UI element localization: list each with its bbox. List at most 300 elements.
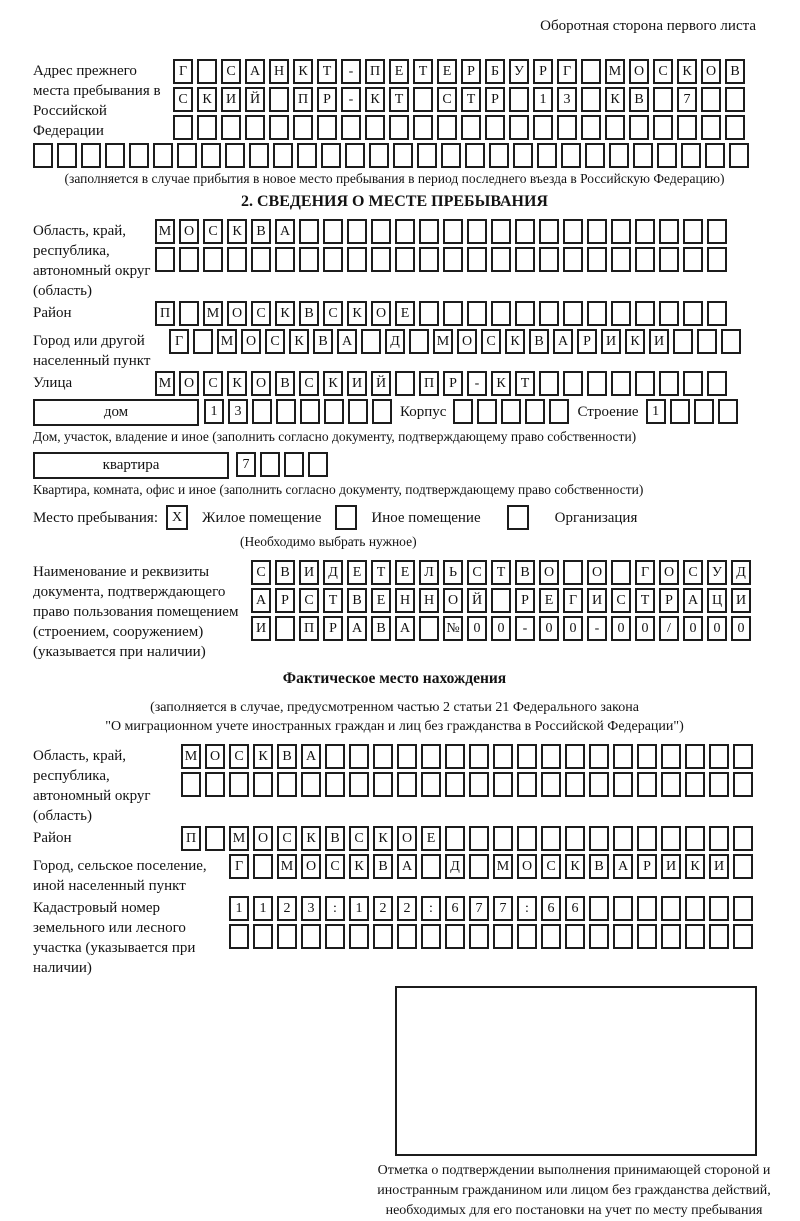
char-cell[interactable]: О — [253, 826, 273, 851]
char-cell[interactable]: О — [701, 59, 721, 84]
char-cell[interactable]: 0 — [635, 616, 655, 641]
char-cell[interactable] — [549, 399, 569, 424]
kvartira-field[interactable]: квартира — [33, 452, 229, 479]
char-cell[interactable] — [201, 143, 221, 168]
char-cell[interactable] — [581, 115, 601, 140]
char-cell[interactable] — [467, 301, 487, 326]
char-cell[interactable] — [661, 924, 681, 949]
char-cell[interactable]: О — [659, 560, 679, 585]
char-cell[interactable] — [489, 143, 509, 168]
char-cell[interactable]: П — [419, 371, 439, 396]
char-cell[interactable]: О — [301, 854, 321, 879]
char-cell[interactable] — [563, 247, 583, 272]
dom-field[interactable]: дом — [33, 399, 199, 426]
char-cell[interactable] — [513, 143, 533, 168]
char-cell[interactable] — [733, 744, 753, 769]
char-cell[interactable]: 0 — [707, 616, 727, 641]
char-cell[interactable]: В — [251, 219, 271, 244]
char-cell[interactable]: В — [277, 744, 297, 769]
char-cell[interactable]: Л — [419, 560, 439, 585]
char-cell[interactable]: / — [659, 616, 679, 641]
char-cell[interactable] — [491, 588, 511, 613]
char-cell[interactable] — [225, 143, 245, 168]
char-cell[interactable]: Е — [395, 560, 415, 585]
char-cell[interactable]: С — [349, 826, 369, 851]
char-cell[interactable] — [421, 854, 441, 879]
char-cell[interactable]: Е — [347, 560, 367, 585]
char-cell[interactable] — [453, 399, 473, 424]
char-cell[interactable] — [493, 772, 513, 797]
char-cell[interactable]: К — [565, 854, 585, 879]
char-cell[interactable]: Д — [445, 854, 465, 879]
char-cell[interactable]: 3 — [228, 399, 248, 424]
char-cell[interactable] — [587, 371, 607, 396]
char-cell[interactable]: 3 — [301, 896, 321, 921]
char-cell[interactable] — [541, 772, 561, 797]
char-cell[interactable]: В — [347, 588, 367, 613]
char-cell[interactable] — [397, 924, 417, 949]
char-cell[interactable] — [297, 143, 317, 168]
char-cell[interactable] — [565, 744, 585, 769]
char-cell[interactable] — [293, 115, 313, 140]
char-cell[interactable]: П — [181, 826, 201, 851]
char-cell[interactable] — [705, 143, 725, 168]
char-cell[interactable] — [413, 87, 433, 112]
char-cell[interactable] — [205, 826, 225, 851]
char-cell[interactable]: С — [265, 329, 285, 354]
char-cell[interactable] — [284, 452, 304, 477]
char-cell[interactable]: О — [227, 301, 247, 326]
char-cell[interactable] — [485, 115, 505, 140]
char-cell[interactable] — [371, 219, 391, 244]
char-cell[interactable] — [637, 772, 657, 797]
char-cell[interactable] — [365, 115, 385, 140]
char-cell[interactable] — [707, 247, 727, 272]
char-cell[interactable] — [301, 772, 321, 797]
char-cell[interactable]: М — [181, 744, 201, 769]
char-cell[interactable] — [324, 399, 344, 424]
char-cell[interactable]: О — [629, 59, 649, 84]
char-cell[interactable] — [533, 115, 553, 140]
char-cell[interactable] — [299, 219, 319, 244]
char-cell[interactable] — [517, 772, 537, 797]
char-cell[interactable]: К — [227, 371, 247, 396]
char-cell[interactable]: С — [299, 371, 319, 396]
char-cell[interactable]: - — [467, 371, 487, 396]
char-cell[interactable]: 1 — [229, 896, 249, 921]
char-cell[interactable] — [419, 616, 439, 641]
char-cell[interactable]: С — [251, 301, 271, 326]
char-cell[interactable]: 0 — [467, 616, 487, 641]
char-cell[interactable] — [509, 115, 529, 140]
char-cell[interactable]: Н — [419, 588, 439, 613]
char-cell[interactable]: И — [731, 588, 751, 613]
char-cell[interactable] — [611, 247, 631, 272]
char-cell[interactable]: У — [707, 560, 727, 585]
char-cell[interactable]: О — [179, 371, 199, 396]
char-cell[interactable]: В — [515, 560, 535, 585]
char-cell[interactable]: А — [683, 588, 703, 613]
char-cell[interactable]: А — [395, 616, 415, 641]
char-cell[interactable] — [253, 924, 273, 949]
char-cell[interactable] — [537, 143, 557, 168]
char-cell[interactable] — [517, 924, 537, 949]
char-cell[interactable] — [347, 247, 367, 272]
char-cell[interactable]: О — [179, 219, 199, 244]
char-cell[interactable]: П — [365, 59, 385, 84]
char-cell[interactable] — [493, 924, 513, 949]
char-cell[interactable]: Д — [385, 329, 405, 354]
char-cell[interactable] — [437, 115, 457, 140]
char-cell[interactable]: К — [505, 329, 525, 354]
char-cell[interactable] — [469, 924, 489, 949]
char-cell[interactable] — [445, 772, 465, 797]
char-cell[interactable]: О — [251, 371, 271, 396]
char-cell[interactable] — [733, 772, 753, 797]
char-cell[interactable] — [300, 399, 320, 424]
char-cell[interactable] — [629, 115, 649, 140]
char-cell[interactable] — [587, 301, 607, 326]
char-cell[interactable] — [661, 772, 681, 797]
char-cell[interactable] — [707, 371, 727, 396]
char-cell[interactable]: Й — [467, 588, 487, 613]
char-cell[interactable]: С — [221, 59, 241, 84]
char-cell[interactable]: С — [251, 560, 271, 585]
char-cell[interactable]: : — [325, 896, 345, 921]
char-cell[interactable] — [419, 247, 439, 272]
char-cell[interactable] — [341, 115, 361, 140]
char-cell[interactable] — [249, 143, 269, 168]
char-cell[interactable] — [371, 247, 391, 272]
char-cell[interactable] — [153, 143, 173, 168]
char-cell[interactable]: М — [605, 59, 625, 84]
char-cell[interactable]: С — [325, 854, 345, 879]
char-cell[interactable] — [469, 826, 489, 851]
char-cell[interactable] — [515, 247, 535, 272]
char-cell[interactable]: - — [515, 616, 535, 641]
char-cell[interactable]: К — [349, 854, 369, 879]
char-cell[interactable]: 7 — [493, 896, 513, 921]
char-cell[interactable] — [541, 924, 561, 949]
char-cell[interactable]: 7 — [469, 896, 489, 921]
char-cell[interactable]: А — [251, 588, 271, 613]
char-cell[interactable]: И — [601, 329, 621, 354]
char-cell[interactable] — [323, 219, 343, 244]
char-cell[interactable] — [677, 115, 697, 140]
char-cell[interactable]: Н — [269, 59, 289, 84]
char-cell[interactable] — [179, 301, 199, 326]
char-cell[interactable]: А — [275, 219, 295, 244]
char-cell[interactable]: С — [653, 59, 673, 84]
char-cell[interactable]: С — [323, 301, 343, 326]
char-cell[interactable]: 6 — [565, 896, 585, 921]
char-cell[interactable]: С — [203, 371, 223, 396]
char-cell[interactable] — [445, 924, 465, 949]
char-cell[interactable] — [683, 371, 703, 396]
char-cell[interactable]: П — [293, 87, 313, 112]
char-cell[interactable] — [707, 301, 727, 326]
char-cell[interactable] — [541, 744, 561, 769]
char-cell[interactable]: - — [587, 616, 607, 641]
char-cell[interactable] — [635, 247, 655, 272]
char-cell[interactable] — [229, 924, 249, 949]
char-cell[interactable]: О — [587, 560, 607, 585]
char-cell[interactable] — [709, 772, 729, 797]
char-cell[interactable] — [397, 744, 417, 769]
char-cell[interactable]: М — [155, 371, 175, 396]
char-cell[interactable] — [421, 744, 441, 769]
char-cell[interactable] — [389, 115, 409, 140]
char-cell[interactable] — [659, 219, 679, 244]
char-cell[interactable] — [348, 399, 368, 424]
char-cell[interactable] — [635, 371, 655, 396]
char-cell[interactable] — [587, 219, 607, 244]
char-cell[interactable]: 1 — [646, 399, 666, 424]
char-cell[interactable] — [205, 772, 225, 797]
char-cell[interactable] — [129, 143, 149, 168]
char-cell[interactable] — [469, 744, 489, 769]
char-cell[interactable] — [275, 616, 295, 641]
char-cell[interactable]: : — [421, 896, 441, 921]
char-cell[interactable]: В — [373, 854, 393, 879]
char-cell[interactable] — [613, 896, 633, 921]
char-cell[interactable] — [635, 219, 655, 244]
char-cell[interactable]: П — [299, 616, 319, 641]
char-cell[interactable] — [563, 219, 583, 244]
char-cell[interactable]: С — [467, 560, 487, 585]
char-cell[interactable] — [659, 247, 679, 272]
char-cell[interactable] — [725, 115, 745, 140]
char-cell[interactable] — [685, 826, 705, 851]
char-cell[interactable]: Р — [461, 59, 481, 84]
char-cell[interactable]: Р — [275, 588, 295, 613]
char-cell[interactable]: 3 — [557, 87, 577, 112]
char-cell[interactable] — [347, 219, 367, 244]
char-cell[interactable] — [661, 896, 681, 921]
char-cell[interactable] — [345, 143, 365, 168]
char-cell[interactable] — [443, 219, 463, 244]
char-cell[interactable] — [565, 924, 585, 949]
char-cell[interactable]: Т — [323, 588, 343, 613]
char-cell[interactable]: № — [443, 616, 463, 641]
char-cell[interactable]: О — [371, 301, 391, 326]
char-cell[interactable]: И — [649, 329, 669, 354]
char-cell[interactable]: X — [166, 505, 188, 530]
char-cell[interactable] — [709, 744, 729, 769]
char-cell[interactable] — [197, 59, 217, 84]
char-cell[interactable]: 0 — [683, 616, 703, 641]
char-cell[interactable] — [589, 826, 609, 851]
char-cell[interactable]: А — [337, 329, 357, 354]
char-cell[interactable]: В — [589, 854, 609, 879]
char-cell[interactable] — [515, 301, 535, 326]
char-cell[interactable] — [501, 399, 521, 424]
char-cell[interactable]: А — [553, 329, 573, 354]
char-cell[interactable]: Р — [515, 588, 535, 613]
char-cell[interactable] — [613, 826, 633, 851]
char-cell[interactable] — [421, 924, 441, 949]
char-cell[interactable]: Г — [563, 588, 583, 613]
char-cell[interactable]: Р — [533, 59, 553, 84]
char-cell[interactable] — [369, 143, 389, 168]
char-cell[interactable]: 7 — [236, 452, 256, 477]
char-cell[interactable]: О — [205, 744, 225, 769]
char-cell[interactable]: К — [227, 219, 247, 244]
char-cell[interactable] — [395, 219, 415, 244]
char-cell[interactable] — [685, 744, 705, 769]
char-cell[interactable]: К — [677, 59, 697, 84]
char-cell[interactable]: М — [217, 329, 237, 354]
char-cell[interactable]: Е — [389, 59, 409, 84]
char-cell[interactable] — [317, 115, 337, 140]
char-cell[interactable]: Е — [395, 301, 415, 326]
char-cell[interactable] — [409, 329, 429, 354]
char-cell[interactable] — [467, 219, 487, 244]
char-cell[interactable] — [277, 772, 297, 797]
char-cell[interactable] — [395, 371, 415, 396]
char-cell[interactable]: С — [611, 588, 631, 613]
char-cell[interactable]: В — [275, 371, 295, 396]
char-cell[interactable]: Й — [371, 371, 391, 396]
char-cell[interactable] — [613, 924, 633, 949]
char-cell[interactable]: М — [229, 826, 249, 851]
char-cell[interactable]: 2 — [373, 896, 393, 921]
char-cell[interactable] — [507, 505, 529, 530]
char-cell[interactable]: М — [155, 219, 175, 244]
char-cell[interactable]: А — [397, 854, 417, 879]
char-cell[interactable]: 1 — [533, 87, 553, 112]
char-cell[interactable] — [581, 87, 601, 112]
char-cell[interactable] — [417, 143, 437, 168]
char-cell[interactable] — [443, 247, 463, 272]
char-cell[interactable]: О — [397, 826, 417, 851]
char-cell[interactable] — [467, 247, 487, 272]
char-cell[interactable] — [611, 371, 631, 396]
char-cell[interactable] — [681, 143, 701, 168]
char-cell[interactable] — [445, 744, 465, 769]
char-cell[interactable] — [419, 219, 439, 244]
char-cell[interactable] — [441, 143, 461, 168]
char-cell[interactable]: 1 — [204, 399, 224, 424]
char-cell[interactable] — [683, 301, 703, 326]
char-cell[interactable]: В — [371, 616, 391, 641]
char-cell[interactable]: Е — [371, 588, 391, 613]
char-cell[interactable]: Г — [229, 854, 249, 879]
char-cell[interactable]: О — [241, 329, 261, 354]
char-cell[interactable]: А — [245, 59, 265, 84]
char-cell[interactable]: К — [347, 301, 367, 326]
char-cell[interactable] — [613, 772, 633, 797]
char-cell[interactable] — [373, 924, 393, 949]
char-cell[interactable] — [509, 87, 529, 112]
char-cell[interactable] — [611, 301, 631, 326]
char-cell[interactable] — [393, 143, 413, 168]
char-cell[interactable]: 1 — [349, 896, 369, 921]
char-cell[interactable]: Г — [635, 560, 655, 585]
char-cell[interactable] — [683, 219, 703, 244]
char-cell[interactable] — [733, 826, 753, 851]
char-cell[interactable] — [361, 329, 381, 354]
char-cell[interactable]: О — [457, 329, 477, 354]
char-cell[interactable] — [589, 924, 609, 949]
char-cell[interactable] — [733, 854, 753, 879]
char-cell[interactable] — [349, 772, 369, 797]
char-cell[interactable] — [685, 772, 705, 797]
char-cell[interactable] — [277, 924, 297, 949]
char-cell[interactable]: П — [155, 301, 175, 326]
char-cell[interactable] — [557, 115, 577, 140]
char-cell[interactable]: В — [325, 826, 345, 851]
char-cell[interactable]: К — [293, 59, 313, 84]
char-cell[interactable] — [565, 772, 585, 797]
char-cell[interactable]: 0 — [563, 616, 583, 641]
char-cell[interactable] — [515, 219, 535, 244]
char-cell[interactable] — [563, 371, 583, 396]
char-cell[interactable] — [173, 115, 193, 140]
char-cell[interactable]: Е — [421, 826, 441, 851]
char-cell[interactable]: А — [613, 854, 633, 879]
char-cell[interactable] — [105, 143, 125, 168]
char-cell[interactable] — [269, 115, 289, 140]
char-cell[interactable] — [539, 219, 559, 244]
char-cell[interactable] — [585, 143, 605, 168]
char-cell[interactable]: С — [277, 826, 297, 851]
char-cell[interactable]: Т — [491, 560, 511, 585]
char-cell[interactable] — [539, 371, 559, 396]
char-cell[interactable] — [193, 329, 213, 354]
char-cell[interactable]: 2 — [277, 896, 297, 921]
char-cell[interactable] — [589, 772, 609, 797]
char-cell[interactable] — [659, 371, 679, 396]
char-cell[interactable]: К — [605, 87, 625, 112]
char-cell[interactable]: 1 — [253, 896, 273, 921]
char-cell[interactable]: В — [275, 560, 295, 585]
char-cell[interactable] — [179, 247, 199, 272]
char-cell[interactable]: Р — [659, 588, 679, 613]
char-cell[interactable] — [491, 247, 511, 272]
char-cell[interactable]: Д — [731, 560, 751, 585]
char-cell[interactable]: Р — [443, 371, 463, 396]
char-cell[interactable]: О — [517, 854, 537, 879]
char-cell[interactable] — [637, 924, 657, 949]
char-cell[interactable]: 0 — [611, 616, 631, 641]
char-cell[interactable]: И — [221, 87, 241, 112]
char-cell[interactable] — [349, 744, 369, 769]
char-cell[interactable] — [445, 826, 465, 851]
char-cell[interactable] — [609, 143, 629, 168]
char-cell[interactable]: - — [341, 87, 361, 112]
char-cell[interactable]: И — [299, 560, 319, 585]
char-cell[interactable] — [349, 924, 369, 949]
char-cell[interactable] — [372, 399, 392, 424]
char-cell[interactable] — [653, 115, 673, 140]
char-cell[interactable]: И — [347, 371, 367, 396]
char-cell[interactable]: Д — [323, 560, 343, 585]
char-cell[interactable] — [221, 115, 241, 140]
char-cell[interactable] — [177, 143, 197, 168]
char-cell[interactable] — [561, 143, 581, 168]
char-cell[interactable] — [709, 896, 729, 921]
char-cell[interactable] — [469, 772, 489, 797]
char-cell[interactable] — [611, 219, 631, 244]
char-cell[interactable]: И — [587, 588, 607, 613]
char-cell[interactable]: В — [299, 301, 319, 326]
char-cell[interactable] — [33, 143, 53, 168]
char-cell[interactable] — [253, 772, 273, 797]
char-cell[interactable]: М — [493, 854, 513, 879]
char-cell[interactable] — [721, 329, 741, 354]
char-cell[interactable] — [661, 744, 681, 769]
